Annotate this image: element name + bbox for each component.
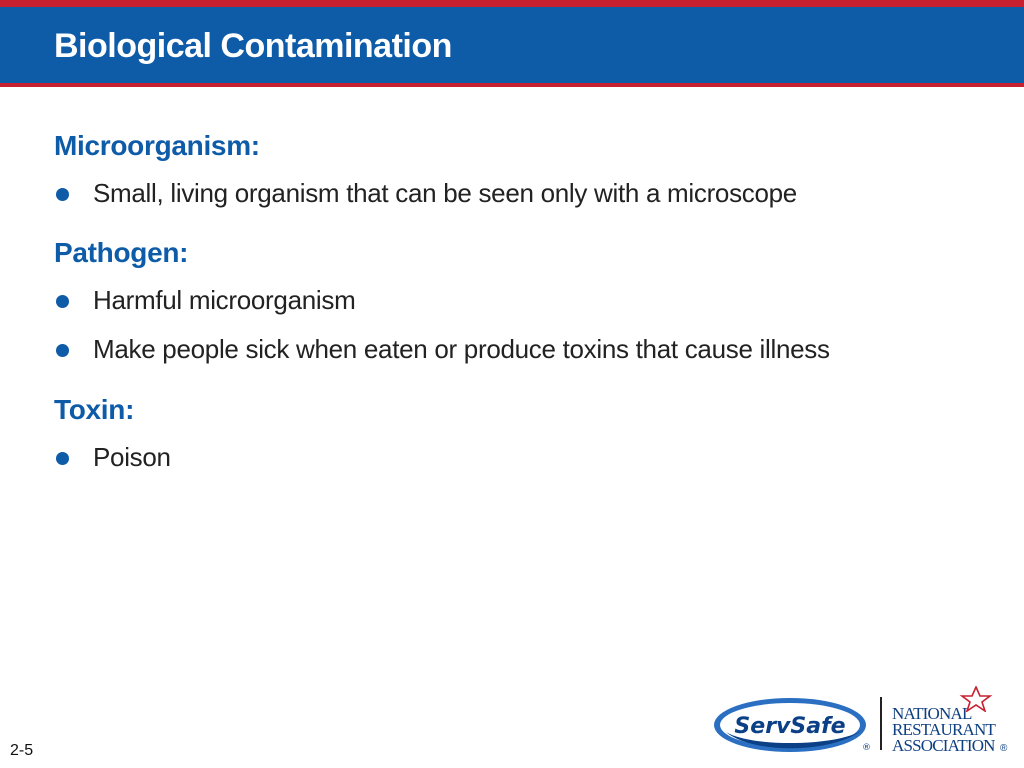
bullet-list (54, 442, 974, 473)
section-pathogen (54, 237, 974, 365)
bullet-item (54, 285, 974, 316)
nra-logo-line1: NATIONAL (892, 704, 972, 723)
slide-content (54, 130, 974, 501)
section-heading: Microorganism: (54, 130, 260, 161)
bullet-text: Make people sick when eaten or produce toxins that cause illness (93, 334, 830, 365)
servsafe-reg-mark: ® (862, 743, 871, 753)
bullet-item (54, 178, 974, 209)
bullet-text: Harmful microorganism (93, 285, 356, 316)
top-red-rule (0, 0, 1024, 7)
bullet-list (54, 285, 974, 365)
nra-reg-mark: ® (1000, 743, 1008, 754)
section-heading: Toxin: (54, 393, 135, 425)
section-toxin (54, 394, 974, 473)
nra-logo-line3: ASSOCIATION (892, 736, 995, 755)
logo-divider (880, 697, 882, 750)
bullet-text: Small, living organism that can be seen only with a microscope (93, 178, 797, 208)
bullet-dot-icon (56, 452, 69, 465)
slide-number: 2-5 (10, 742, 34, 759)
bullet-dot-icon (56, 344, 69, 357)
nra-logo-line2: RESTAURANT (892, 720, 996, 739)
bullet-dot-icon (56, 295, 69, 308)
section-heading: Pathogen: (54, 237, 189, 269)
bullet-list (54, 178, 974, 209)
nra-logo (892, 686, 1016, 756)
title-band (0, 7, 1024, 87)
section-microorganism (54, 130, 974, 209)
servsafe-logo (712, 692, 872, 756)
bullet-item (54, 442, 974, 473)
servsafe-logo-text: ServSafe (734, 714, 846, 739)
bullet-dot-icon (56, 188, 69, 201)
bullet-text: Poison (93, 441, 171, 472)
slide-title: Biological Contamination (54, 27, 452, 65)
bullet-item (54, 334, 974, 365)
